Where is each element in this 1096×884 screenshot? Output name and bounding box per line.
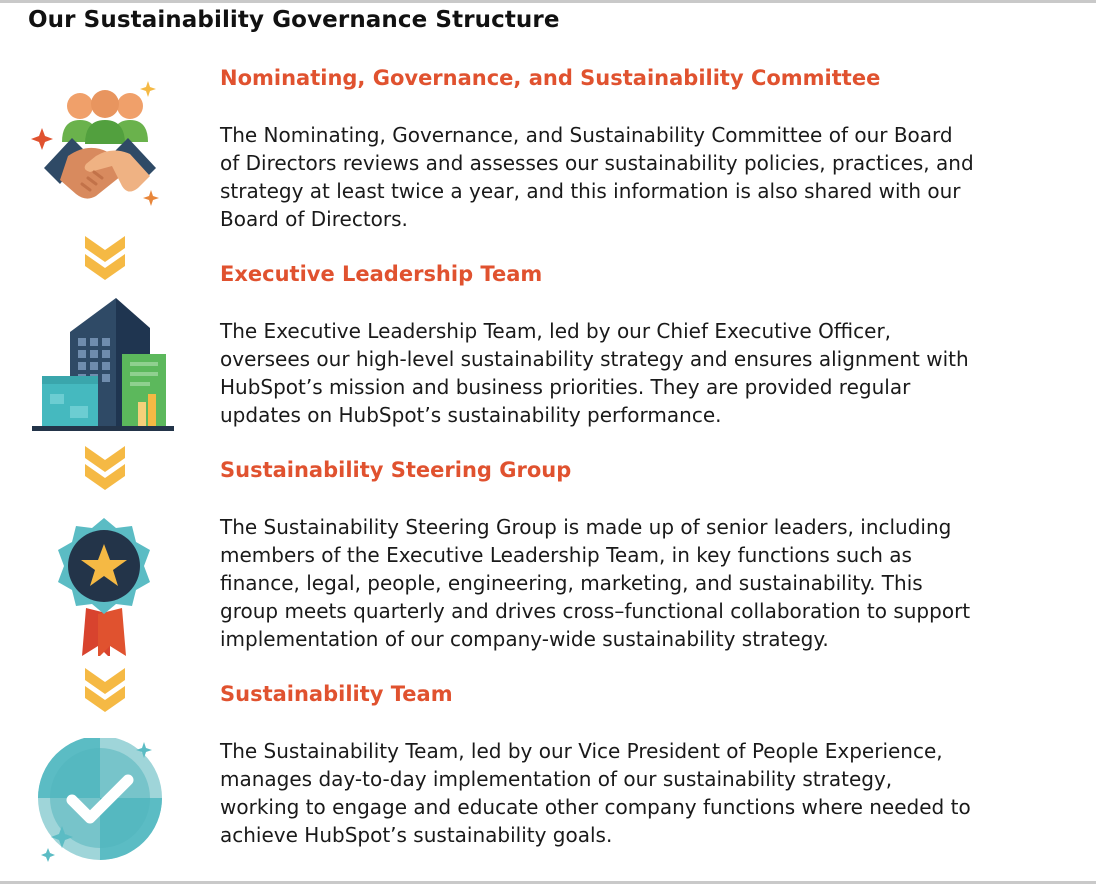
sparkle-icon: [140, 81, 156, 97]
top-border: [0, 0, 1096, 3]
chevron-down-icon: [83, 234, 127, 282]
chevron-down-icon: [83, 666, 127, 714]
section-title-executive: Executive Leadership Team: [220, 262, 543, 286]
section-body-steering: The Sustainability Steering Group is made up of senior leaders, including members of the Executive Leadership Team, in key functions such as finance, legal, people, engineering, marketing, and sustainability. This group meets quarterly and drives cross–functional collaboration to support implementation of our company-wide sustainability strategy.: [220, 515, 971, 651]
section-body-executive: The Executive Leadership Team, led by our Chief Executive Officer, oversees our high-level sustainability strategy and ensures alignment with HubSpot’s mission and business priorities. They are provided regular updates on HubSpot’s sustainability performance.: [220, 319, 969, 427]
section-body-team: The Sustainability Team, led by our Vice President of People Experience, manages day-to-day implementation of our sustainability strategy, working to engage and educate other company functions where needed to achieve HubSpot’s sustainability goals.: [220, 739, 971, 847]
sparkle-icon: [31, 128, 53, 150]
award-badge-icon: [44, 516, 164, 656]
section-title-committee: Nominating, Governance, and Sustainability Committee: [220, 66, 881, 90]
checkmark-circle-icon: [32, 738, 162, 864]
handshake-team-icon: [30, 76, 170, 216]
office-buildings-icon: [30, 298, 175, 432]
section-title-steering: Sustainability Steering Group: [220, 458, 572, 482]
section-title-team: Sustainability Team: [220, 682, 453, 706]
chevron-down-icon: [83, 444, 127, 492]
page-title: Our Sustainability Governance Structure: [28, 7, 560, 33]
sparkle-icon: [143, 190, 159, 206]
section-body-committee: The Nominating, Governance, and Sustainability Committee of our Board of Directors reviews and assesses our sustainability policies, practices, and strategy at least twice a year, and this information is also shared with our Board of Directors.: [220, 123, 974, 231]
sparkle-icon: [41, 848, 55, 862]
